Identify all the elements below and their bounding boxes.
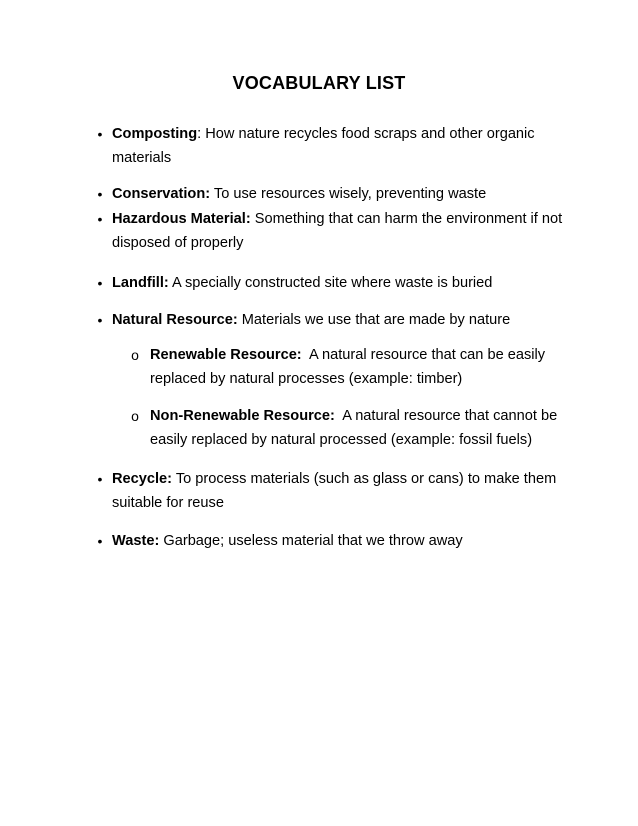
definition: How nature recycles food scraps and other organic materials [112, 126, 535, 166]
term: Renewable Resource: [150, 347, 302, 363]
definition: Materials we use that are made by nature [237, 312, 511, 328]
definition: Garbage; useless material that we throw away [159, 533, 463, 549]
list-item-natural-resource [97, 308, 572, 332]
list-item-recycle [97, 467, 572, 515]
list-item-landfill [97, 271, 572, 295]
list-item-hazardous-material [97, 207, 572, 255]
bullet-icon: • [97, 471, 103, 487]
term: Non-Renewable Resource: [150, 408, 335, 424]
bullet-icon: • [97, 186, 103, 202]
sub-item-non-renewable-resource [131, 404, 570, 452]
term: Conservation: [112, 186, 211, 202]
bullet-icon: • [97, 275, 103, 291]
hollow-bullet-icon: o [131, 347, 139, 363]
hollow-bullet-icon: o [131, 408, 139, 424]
term: Hazardous Material: [112, 211, 251, 227]
sub-item-renewable-resource [131, 343, 570, 391]
term: Natural Resource: [112, 312, 238, 328]
definition: A natural resource that can be easily replaced by natural processes (example: timber) [150, 347, 550, 387]
page-title: VOCABULARY LIST [232, 73, 406, 93]
definition: To process materials (such as glass or cans) to make them suitable for reuse [112, 471, 557, 511]
term: Waste: [112, 533, 160, 549]
term-separator: : [197, 126, 202, 142]
definition: A natural resource that cannot be easily replaced by natural processed (example: fossil fuels) [150, 408, 562, 448]
list-item-waste [97, 529, 572, 553]
definition: Something that can harm the environment if not disposed of properly [112, 211, 563, 251]
definition: To use resources wisely, preventing waste [210, 186, 487, 202]
bullet-icon: • [97, 533, 103, 549]
list-item-composting [97, 122, 572, 170]
term: Composting [112, 126, 198, 142]
bullet-icon: • [97, 312, 103, 328]
term: Landfill: [112, 275, 169, 291]
list-item-conservation [97, 182, 572, 206]
definition: A specially constructed site where waste is buried [168, 275, 493, 291]
bullet-icon: • [97, 211, 103, 227]
term: Recycle: [112, 471, 173, 487]
bullet-icon: • [97, 126, 103, 142]
